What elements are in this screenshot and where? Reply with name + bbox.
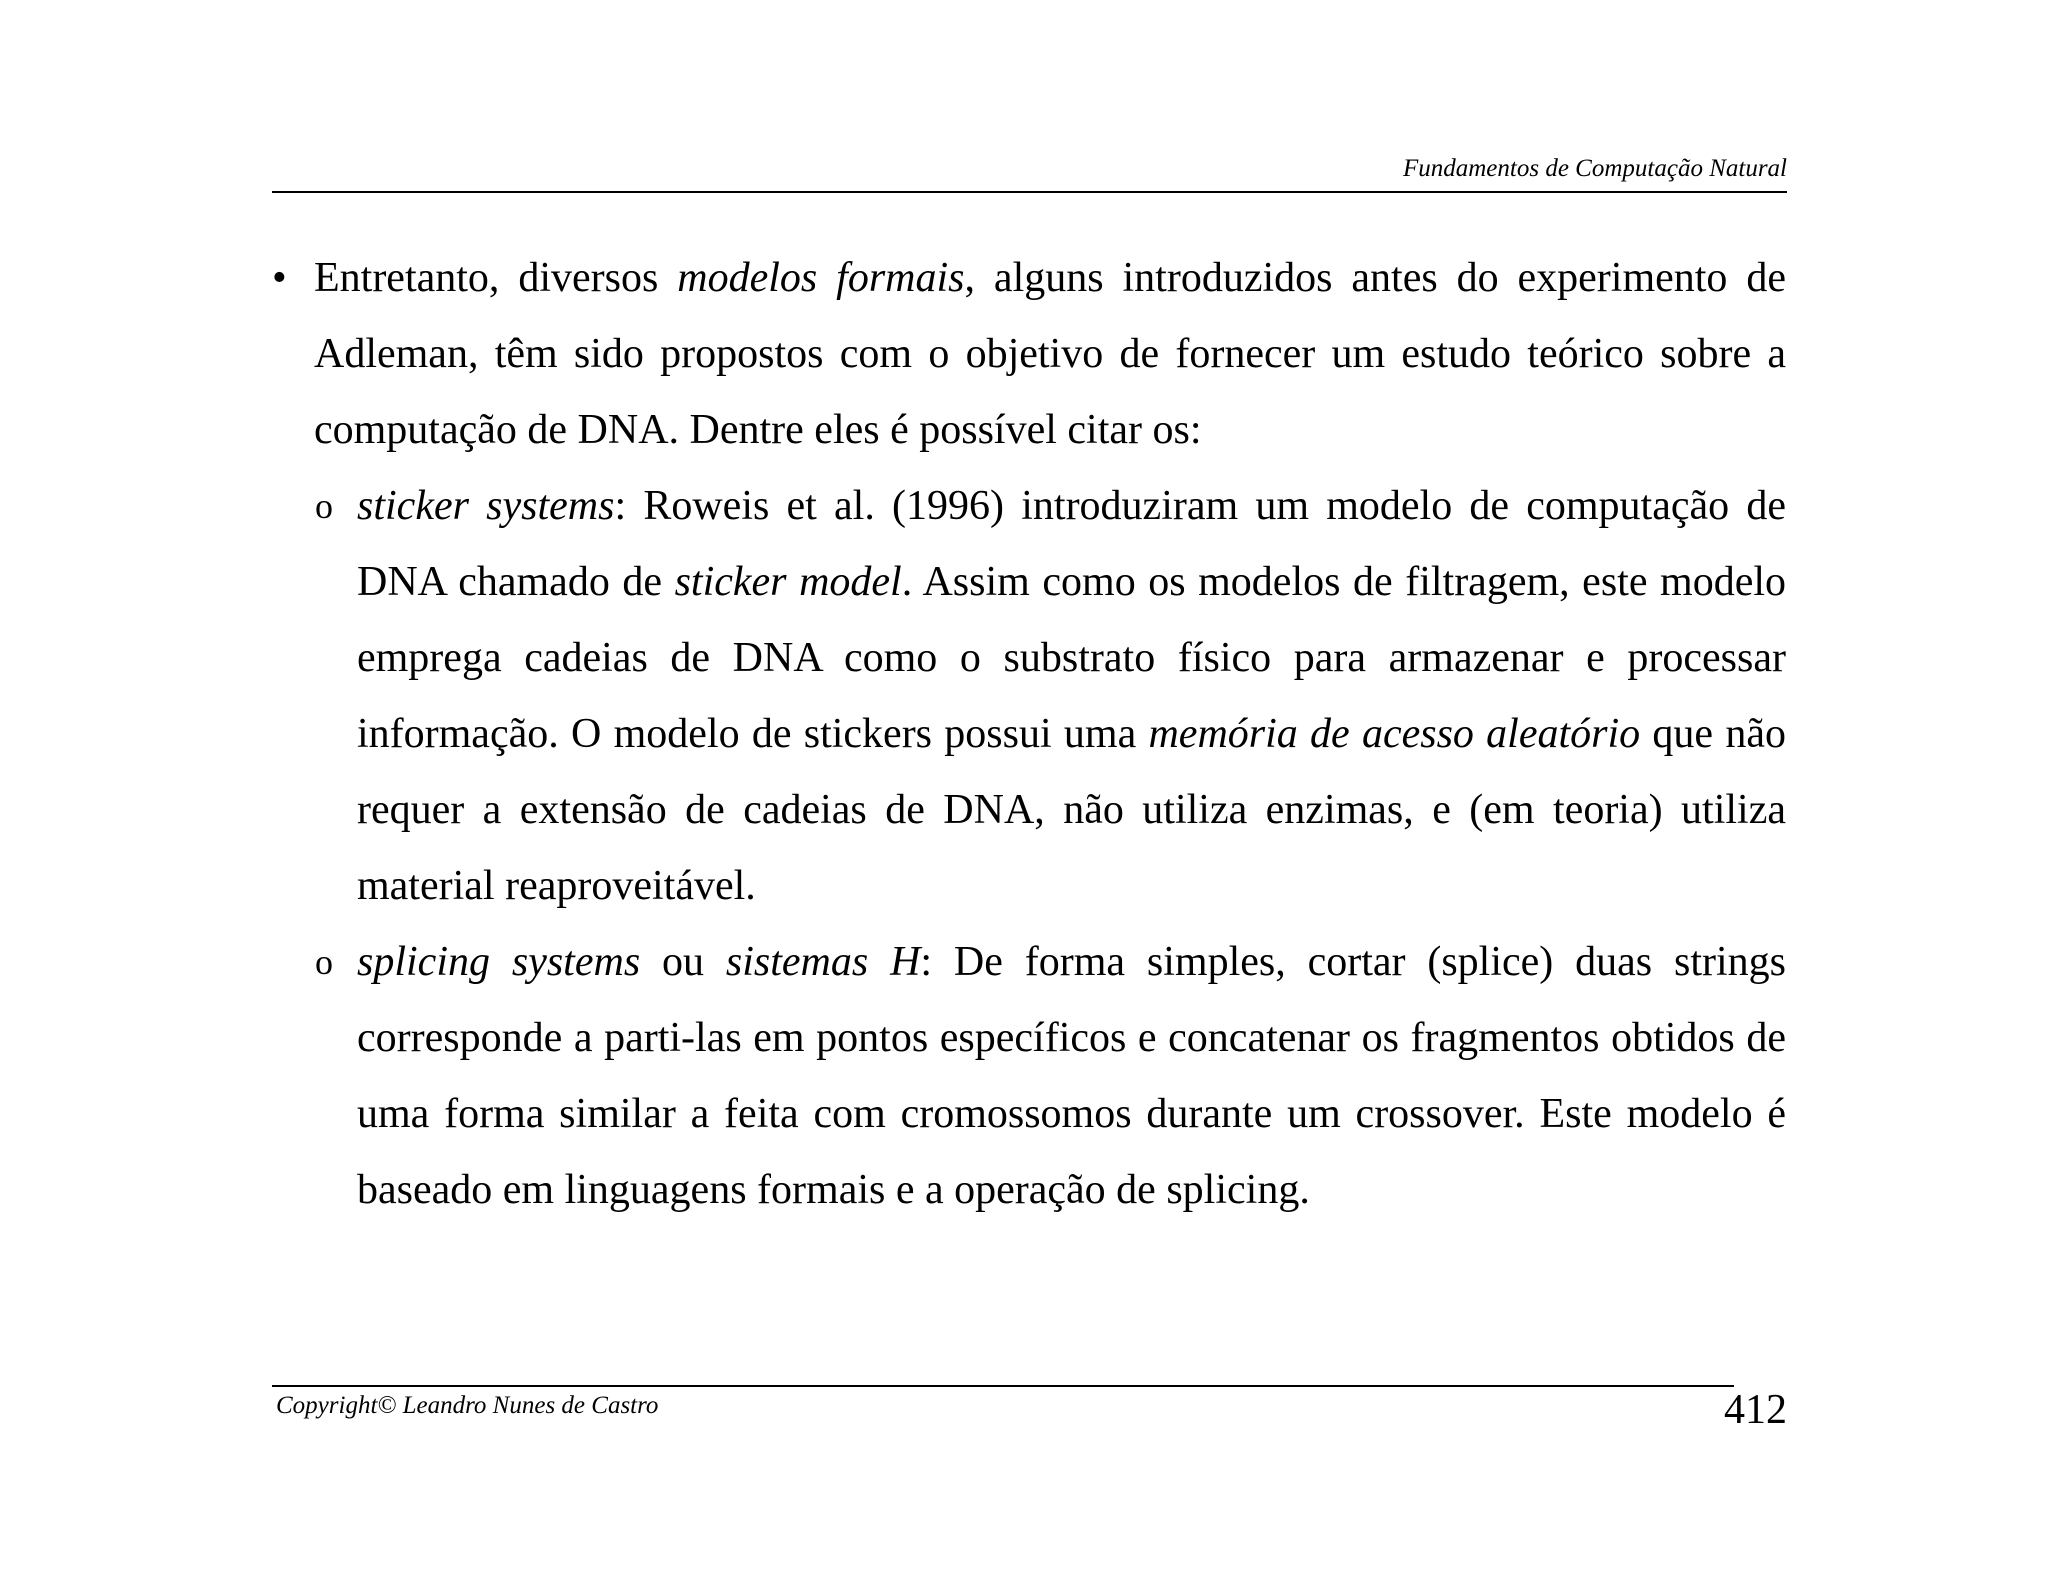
bullet-marker: •	[272, 255, 287, 301]
footer-copyright: Copyright© Leandro Nunes de Castro	[276, 1392, 659, 1419]
paragraph-text: que não requer a extensão de cadeias de DNA, não utiliza enzimas, e (em teoria) utiliza material reaproveitável.	[357, 711, 1786, 909]
term-sticker-model: sticker model	[674, 559, 902, 605]
paragraph-text: ou	[640, 939, 726, 985]
footer-rule	[272, 1385, 1734, 1387]
paragraph-text: . Assim como os modelos de filtragem, este modelo emprega cadeias de DNA como o substrato físico para armazenar e processar informação. O modelo de stickers possui uma	[357, 559, 1787, 757]
paragraph-text: : Roweis et al. (1996) introduziram um modelo de computação de DNA chamado de	[357, 483, 1786, 605]
sub-bullet-marker: o	[315, 942, 333, 982]
term-h-systems: sistemas H	[725, 939, 921, 985]
bullet-paragraph-formal-models	[272, 240, 1786, 468]
term-sticker-systems: sticker systems	[357, 483, 615, 529]
page-number: 412	[1724, 1387, 1787, 1433]
term-splicing-systems: splicing systems	[357, 939, 641, 985]
header-rule	[272, 191, 1787, 193]
running-header: Fundamentos de Computação Natural	[1402, 155, 1787, 182]
paragraph-text: : De forma simples, cortar (splice) duas strings corresponde a parti-las em pontos específicos e concatenar os fragmentos obtidos de uma forma similar a feita com cromossomos durante um crossover. Este modelo é baseado em linguagens formais e a operação de splicing.	[357, 939, 1786, 1213]
page-body	[272, 240, 1786, 1228]
term-random-access-memory: memória de acesso aleatório	[1148, 711, 1641, 757]
sub-bullet-marker: o	[315, 486, 333, 526]
paragraph-text: Entretanto, diversos	[314, 255, 678, 301]
sub-item-splicing-systems	[272, 924, 1786, 1228]
emphasis-formal-models: modelos formais	[677, 255, 965, 301]
sub-item-sticker-systems	[272, 468, 1786, 924]
paragraph-text: , alguns introduzidos antes do experimento de Adleman, têm sido propostos com o objetivo de fornecer um estudo teórico sobre a computação de DNA. Dentre eles é possível citar os:	[314, 255, 1786, 453]
